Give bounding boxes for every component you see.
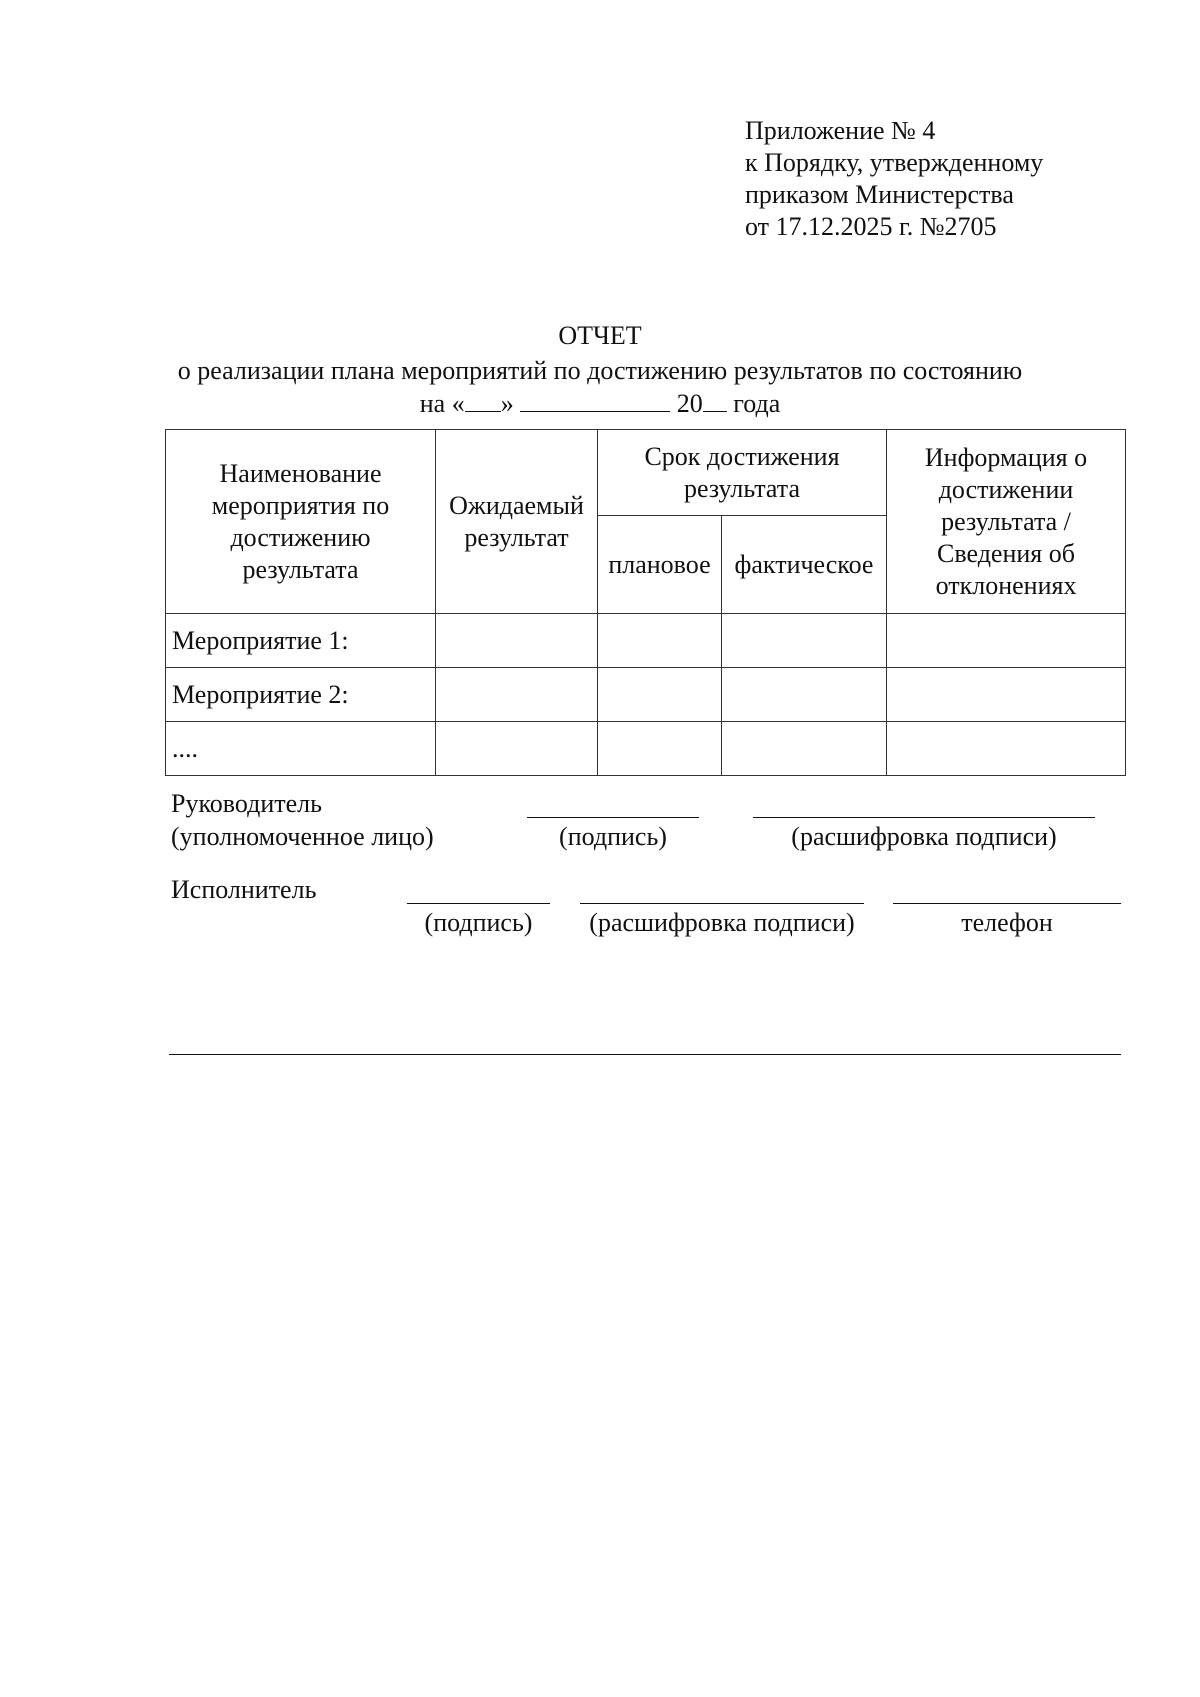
table-row: [166, 722, 1126, 776]
date-mid: »: [500, 389, 514, 418]
row-label: Мероприятие 2:: [166, 668, 436, 722]
appendix-number: Приложение № 4: [745, 116, 936, 145]
head-decode-caption: (расшифровка подписи): [791, 822, 1057, 851]
report-date-line: [0, 387, 1200, 420]
executor-phone-line[interactable]: [893, 903, 1121, 904]
table-row: [166, 614, 1126, 668]
month-blank[interactable]: [520, 387, 670, 412]
cell-planned[interactable]: [598, 668, 722, 722]
row-label: ....: [166, 722, 436, 776]
cell-info[interactable]: [887, 668, 1126, 722]
cell-planned[interactable]: [598, 722, 722, 776]
date-suffix: года: [733, 389, 781, 418]
cell-expected[interactable]: [436, 722, 598, 776]
header-actual: фактическое: [722, 516, 887, 614]
head-sublabel: (уполномоченное лицо): [171, 822, 434, 851]
executor-decode-caption: (расшифровка подписи): [589, 908, 855, 937]
cell-planned[interactable]: [598, 614, 722, 668]
executor-signature-caption: (подпись): [424, 908, 533, 937]
report-title: ОТЧЕТ: [558, 321, 642, 350]
date-year: 20: [676, 389, 703, 418]
cell-actual[interactable]: [722, 614, 887, 668]
footer-divider: [169, 1054, 1121, 1055]
header-activity-name: Наименование мероприятия по достижению результата: [166, 430, 436, 614]
head-signature-caption: (подпись): [559, 822, 667, 851]
head-signature-line[interactable]: [527, 817, 699, 818]
header-planned: плановое: [598, 516, 722, 614]
head-decode-line[interactable]: [753, 817, 1095, 818]
header-info: Информация о достижении результата / Сведения об отклонениях: [887, 430, 1126, 614]
cell-expected[interactable]: [436, 668, 598, 722]
report-subtitle: о реализации плана мероприятий по достижению результатов по состоянию: [177, 356, 1023, 385]
head-label: Руководитель: [171, 789, 322, 818]
cell-actual[interactable]: [722, 668, 887, 722]
appendix-order: приказом Министерства: [745, 180, 1014, 209]
report-table: [165, 429, 1126, 776]
appendix-block: [745, 115, 1043, 243]
executor-signature-line[interactable]: [407, 903, 550, 904]
year-blank[interactable]: [703, 387, 727, 412]
table-row: [166, 668, 1126, 722]
appendix-reference: к Порядку, утвержденному: [745, 148, 1044, 177]
appendix-date: от 17.12.2025 г. №2705: [745, 212, 997, 241]
cell-actual[interactable]: [722, 722, 887, 776]
header-expected-result: Ожидаемый результат: [436, 430, 598, 614]
executor-phone-caption: телефон: [961, 908, 1053, 937]
header-deadline: Срок достижения результата: [598, 430, 887, 516]
cell-info[interactable]: [887, 614, 1126, 668]
row-label: Мероприятие 1:: [166, 614, 436, 668]
date-prefix: на «: [419, 389, 465, 418]
day-blank[interactable]: [465, 387, 501, 412]
executor-label: Исполнитель: [171, 875, 317, 904]
cell-info[interactable]: [887, 722, 1126, 776]
cell-expected[interactable]: [436, 614, 598, 668]
executor-decode-line[interactable]: [580, 903, 864, 904]
